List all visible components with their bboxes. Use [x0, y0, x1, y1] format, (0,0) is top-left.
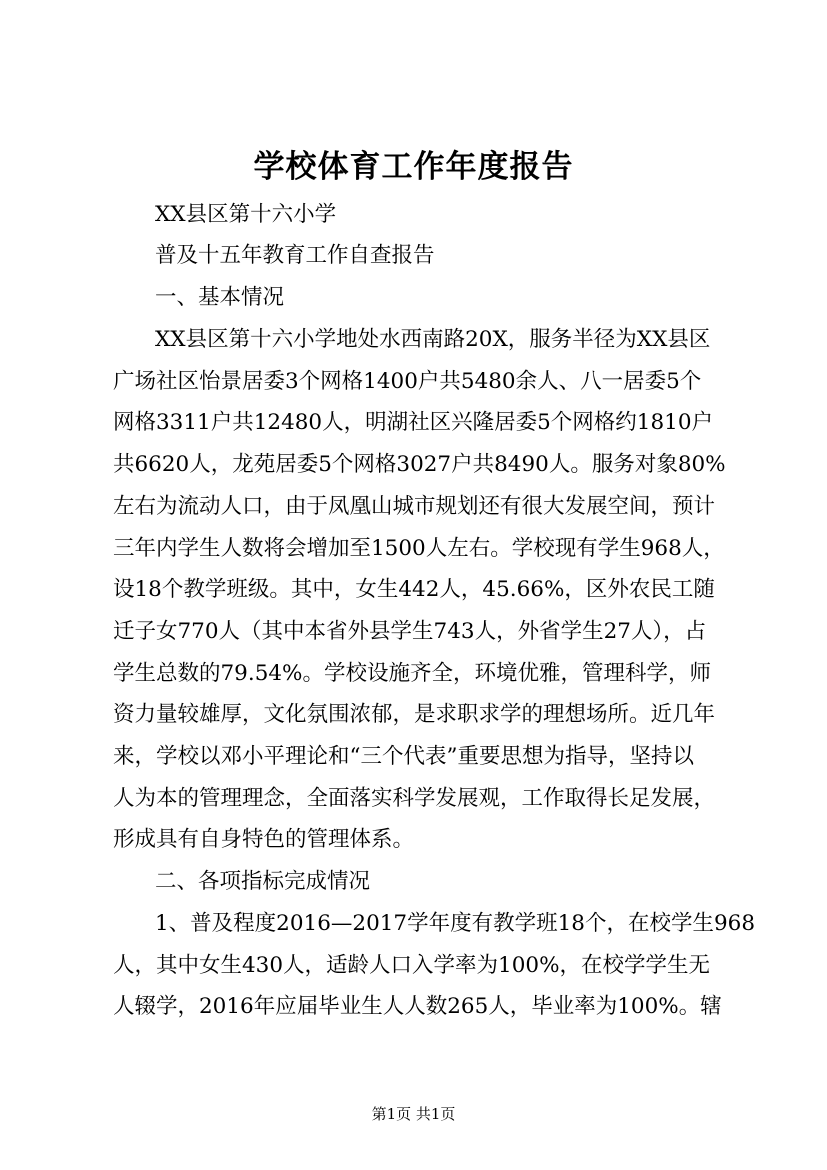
report-subtitle-line: 普及十五年教育工作自查报告 [155, 243, 435, 268]
paragraph-line: 1、普及程度2016—2017学年度有教学班18个，在校学生968 [155, 911, 756, 936]
section-heading-indicators: 二、各项指标完成情况 [155, 869, 371, 894]
page-footer: 第1页 共1页 [371, 1105, 456, 1123]
paragraph-line: 来，学校以邓小平理论和“三个代表”重要思想为指导，坚持以 [113, 744, 694, 769]
paragraph-line: 人辍学，2016年应届毕业生人人数265人，毕业率为100%。辖 [113, 994, 722, 1019]
paragraph-line: XX县区第十六小学地处水西南路20X，服务半径为XX县区 [155, 327, 711, 352]
paragraph-line: 三年内学生人数将会增加至1500人左右。学校现有学生968人， [113, 536, 725, 561]
paragraph-line: 形成具有自身特色的管理体系。 [113, 827, 415, 852]
paragraph-line: 迁子女770人（其中本省外县学生743人，外省学生27人），占 [113, 619, 707, 644]
paragraph-line: 设18个教学班级。其中，女生442人，45.66%，区外农民工随 [113, 577, 715, 602]
paragraph-line: 学生总数的79.54%。学校设施齐全，环境优雅，管理科学，师 [113, 661, 711, 686]
paragraph-line: 资力量较雄厚，文化氛围浓郁，是求职求学的理想场所。近几年 [113, 702, 716, 727]
paragraph-line: 广场社区怡景居委3个网格1400户共5480余人、八一居委5个 [113, 369, 702, 394]
document-title: 学校体育工作年度报告 [253, 149, 574, 185]
paragraph-line: 左右为流动人口，由于凤凰山城市规划还有很大发展空间，预计 [113, 494, 716, 519]
paragraph-line: 人，其中女生430人，适龄人口入学率为100%，在校学学生无 [113, 953, 711, 978]
paragraph-line: 网格3311户共12480人，明湖社区兴隆居委5个网格约1810户 [113, 410, 714, 435]
school-name-line: XX县区第十六小学 [155, 202, 337, 227]
section-heading-basic: 一、基本情况 [155, 285, 285, 310]
paragraph-line: 共6620人，龙苑居委5个网格3027户共8490人。服务对象80% [113, 452, 726, 477]
paragraph-line: 人为本的管理理念，全面落实科学发展观，工作取得长足发展， [113, 786, 716, 811]
